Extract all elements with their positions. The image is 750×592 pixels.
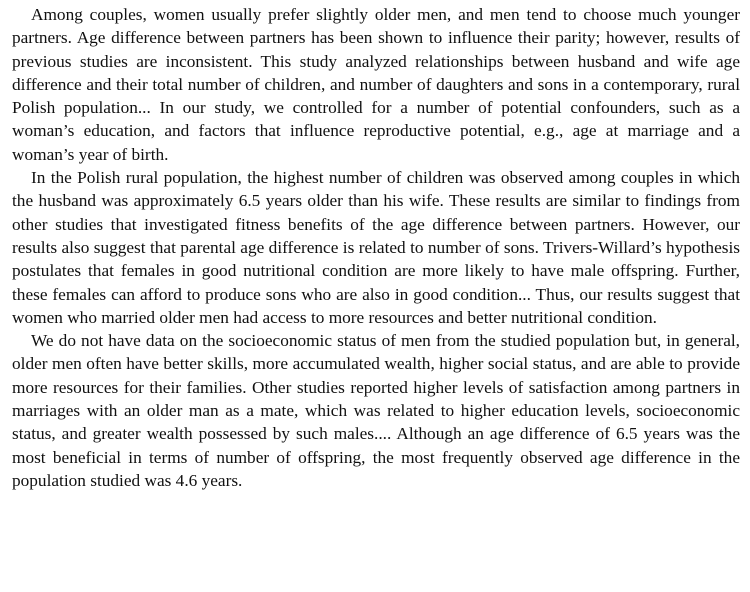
paragraph-3: We do not have data on the socioeconomic status of men from the studied population but, in general, older men often have better skills, more accumulated wealth, higher social status, and are able to provide more resources for their families. Other studies reported higher levels of satisfaction among partners in marriages with an older man as a mate, which was related to higher education levels, socioeconomic status, and greater wealth possessed by such males.... Although an age difference of 6.5 years was the most beneficial in terms of number of offspring, the most frequently observed age difference in the population studied was 4.6 years.: [12, 331, 740, 490]
paragraph-1: Among couples, women usually prefer slightly older men, and men tend to choose much younger partners. Age difference between partners has been shown to influence their parity; however, results of previous studies are inconsistent. This study analyzed relationships between husband and wife age difference and their total number of children, and number of daughters and sons in a contemporary, rural Polish population... In our study, we controlled for a number of potential confounders, such as a woman’s education, and factors that influence reproductive potential, e.g., age at marriage and a woman’s year of birth.: [12, 5, 740, 164]
paragraph-2: In the Polish rural population, the highest number of children was observed among couples in which the husband was approximately 6.5 years older than his wife. These results are similar to findings from other studies that investigated fitness benefits of the age difference between partners. However, our results also suggest that parental age difference is related to number of sons. Trivers-Willard’s hypothesis postulates that females in good nutritional condition are more likely to have male offspring. Further, these females can afford to produce sons who are also in good condition... Thus, our results suggest that women who married older men had access to more resources and better nutritional condition.: [12, 168, 740, 327]
